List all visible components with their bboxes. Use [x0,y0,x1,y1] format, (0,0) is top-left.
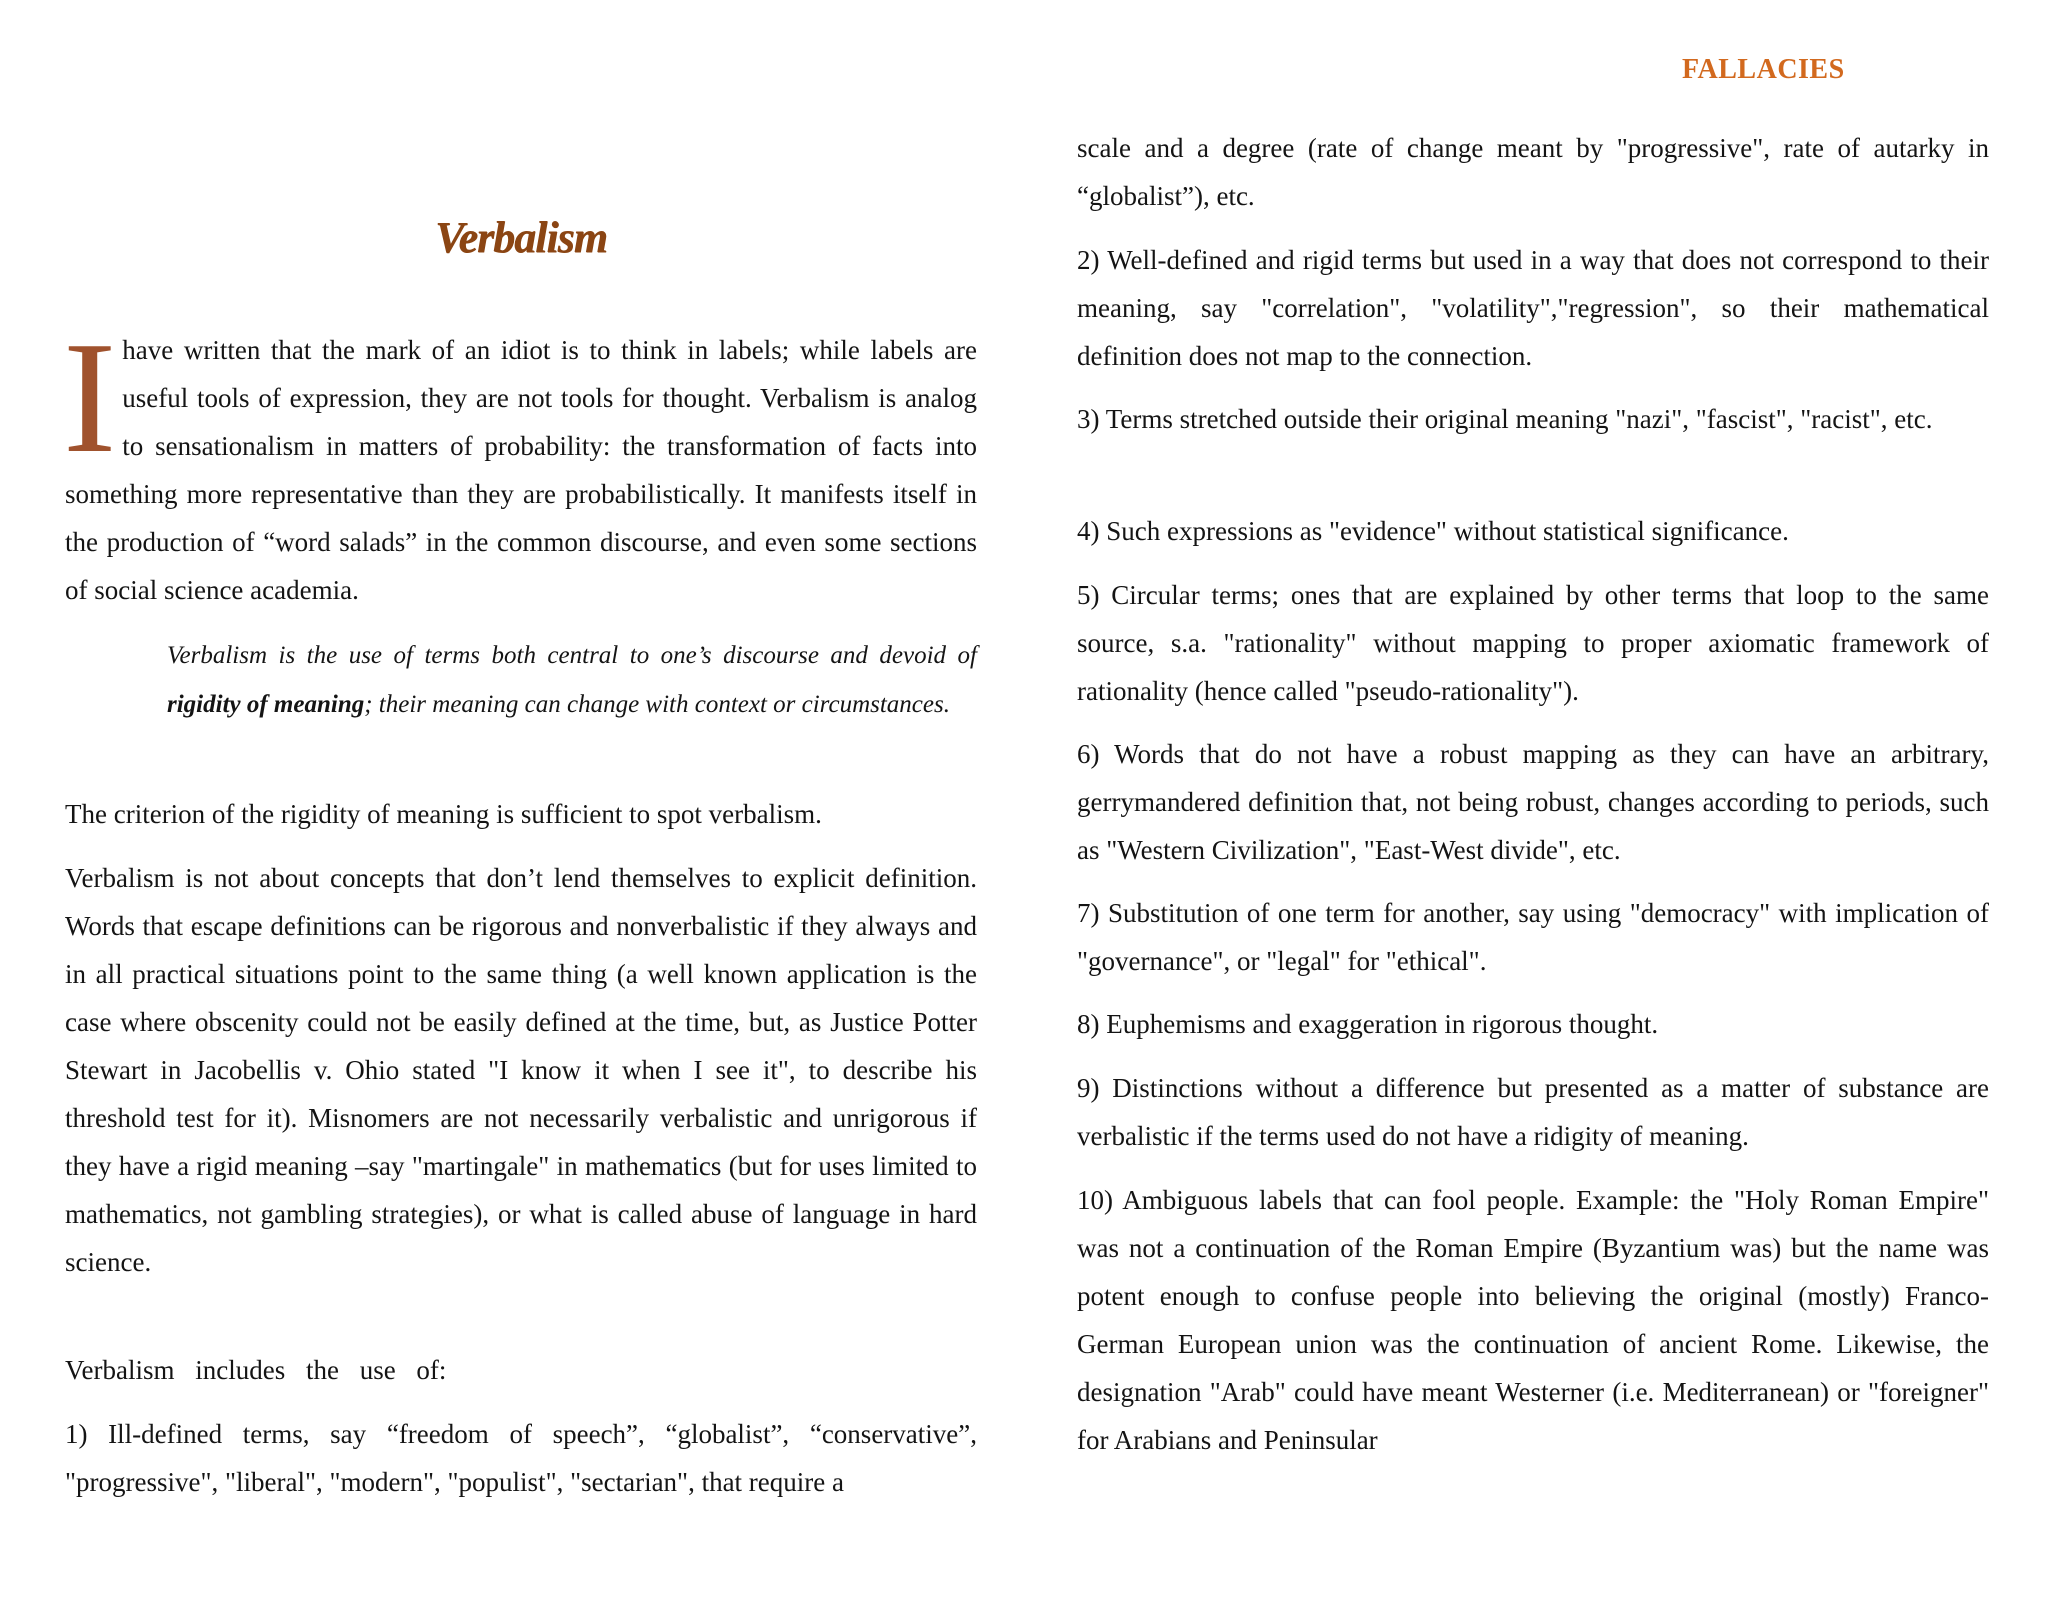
list-item-3: 3) Terms stretched outside their original meaning "nazi", "fascist", "racist", etc. [1077,404,1933,434]
running-header: FALLACIES [1682,54,1845,85]
list-item-6: 6) Words that do not have a robust mapping as they can have an arbitrary, gerrymandered definition that, not being robust, changes according to periods, such as "Western Civilization", "East-West divide", etc. [1077,739,1989,865]
list-item-2: 2) Well-defined and rigid terms but used in a way that does not correspond to their meaning, say "correlation", "volatility","regression", so their mathematical definition does not map to the connection. [1077,245,1989,371]
list-item-7: 7) Substitution of one term for another, say using "democracy" with implication of "governance", or "legal" for "ethical". [1077,898,1989,976]
quote-text-start: Verbalism is the use of terms both central to one’s discourse and devoid of [167,642,977,669]
list-item-8: 8) Euphemisms and exaggeration in rigorous thought. [1077,1009,1659,1039]
list-item-10: 10) Ambiguous labels that can fool people. Example: the "Holy Roman Empire" was not a continuation of the Roman Empire (Byzantium was) but the name was potent enough to confuse people into believing the original (mostly) Franco-German European union was the continuation of ancient Rome. Likewise, the designation "Arab" could have meant Westerner (i.e. Mediterranean) or "foreigner" for Arabians and Peninsular [1077,1185,1989,1455]
list-item-1: 1) Ill-defined terms, say “freedom of speech”, “globalist”, “conservative”, "progressive", "liberal", "modern", "populist", "sectarian", that require a [65,1419,977,1497]
concepts-paragraph: Verbalism is not about concepts that don’t lend themselves to explicit definition. Words that escape definitions can be rigorous and nonverbalistic if they always and in all practical situations point to the same thing (a well known application is the case where obscenity could not be easily defined at the time, but, as Justice Potter Stewart in Jacobellis v. Ohio stated "I know it when I see it", to describe his threshold test for it). Misnomers are not necessarily verbalistic and unrigorous if they have a rigid meaning –say "martingale" in mathematics (but for uses limited to mathematics, not gambling strategies), or what is called abuse of language in hard science. [65,863,977,1277]
section-title: Verbalism [435,213,607,262]
quote-emphasis: rigidity of meaning [167,691,365,718]
list-item-1-continued: scale and a degree (rate of change meant by "progressive", rate of autarky in “globalist”), etc. [1077,133,1989,211]
drop-cap: I [63,308,117,486]
list-item-5: 5) Circular terms; ones that are explained by other terms that loop to the same source, s.a. "rationality" without mapping to proper axiomatic framework of rationality (hence called "pseudo-rationality"). [1077,580,1989,706]
criterion-paragraph: The criterion of the rigidity of meaning is sufficient to spot verbalism. [65,799,822,829]
list-item-4: 4) Such expressions as "evidence" without statistical significance. [1077,516,1789,546]
includes-line: Verbalism includes the use of: [65,1355,447,1385]
intro-text: have written that the mark of an idiot is to think in labels; while labels are useful tools of expression, they are not tools for thought. Verbalism is analog to sensationalism in matters of probability: the transformation of facts into something more representative than they are probabilistically. It manifests itself in the production of “word salads” in the common discourse, and even some sections of social science academia. [65,335,977,605]
definition-quote [167,631,977,729]
quote-text-end: ; their meaning can change with context or circumstances. [364,691,950,718]
intro-paragraph [63,308,977,614]
list-item-9: 9) Distinctions without a difference but presented as a matter of substance are verbalistic if the terms used do not have a ridigity of meaning. [1077,1073,1989,1151]
